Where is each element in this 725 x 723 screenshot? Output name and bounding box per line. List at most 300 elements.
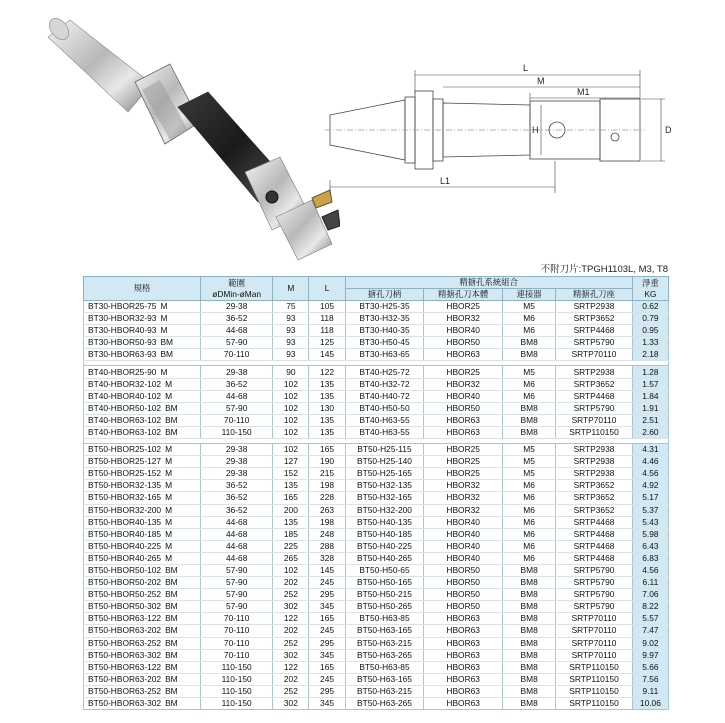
cell-model <box>84 504 201 516</box>
cell-range: 44-68 <box>201 528 273 540</box>
cell-holder: BT30-H63-65 <box>345 349 424 361</box>
cell-model <box>84 637 201 649</box>
cell-l: 263 <box>309 504 345 516</box>
insert-note: 不附刀片:TPGH1103L, M3, T8 <box>540 264 668 275</box>
cell-body: HBOR32 <box>424 480 503 492</box>
cell-model <box>84 456 201 468</box>
cell-weight: 1.33 <box>632 337 668 349</box>
cell-insert-seat: SRTP5790 <box>556 577 633 589</box>
cell-model <box>84 402 201 414</box>
cell-body: HBOR63 <box>424 349 503 361</box>
table-row <box>84 349 669 361</box>
cell-weight: 9.97 <box>632 649 668 661</box>
cell-l: 145 <box>309 564 345 576</box>
cell-connector: M5 <box>503 456 556 468</box>
cell-m: 127 <box>273 456 309 468</box>
cell-m: 93 <box>273 349 309 361</box>
cell-weight: 5.17 <box>632 492 668 504</box>
cell-l: 248 <box>309 528 345 540</box>
cell-insert-seat: SRTP70110 <box>556 613 633 625</box>
spec-table-body <box>84 301 669 710</box>
cell-l: 135 <box>309 378 345 390</box>
model-code: BT40-HBOR25-90 <box>88 366 157 377</box>
cell-range: 57-90 <box>201 337 273 349</box>
model-code: BT50-HBOR32-165 <box>88 492 162 503</box>
model-code: BT50-HBOR25-102 <box>88 444 162 455</box>
table-row <box>84 552 669 564</box>
spec-table <box>83 276 669 710</box>
cell-insert-seat: SRTP2938 <box>556 366 633 378</box>
cell-connector: M6 <box>503 313 556 325</box>
cell-model <box>84 552 201 564</box>
dim-label-l1: L1 <box>440 176 451 186</box>
model-suffix: BM <box>165 637 178 648</box>
cell-l: 130 <box>309 402 345 414</box>
cell-holder: BT30-H32-35 <box>345 313 424 325</box>
cell-model <box>84 325 201 337</box>
table-row <box>84 601 669 613</box>
cell-model <box>84 589 201 601</box>
cell-range: 29-38 <box>201 366 273 378</box>
cell-body: HBOR63 <box>424 673 503 685</box>
cell-range: 44-68 <box>201 325 273 337</box>
cell-body: HBOR40 <box>424 528 503 540</box>
cell-range: 29-38 <box>201 301 273 313</box>
model-suffix: BM <box>165 625 178 636</box>
model-code: BT50-HBOR63-252 <box>88 637 162 648</box>
cell-connector: BM8 <box>503 426 556 438</box>
cell-insert-seat: SRTP5790 <box>556 589 633 601</box>
cell-range: 57-90 <box>201 564 273 576</box>
cell-body: HBOR50 <box>424 402 503 414</box>
cell-connector: BM8 <box>503 564 556 576</box>
table-row <box>84 480 669 492</box>
cell-holder: BT30-H50-45 <box>345 337 424 349</box>
cell-m: 102 <box>273 390 309 402</box>
cell-m: 93 <box>273 313 309 325</box>
cell-model <box>84 601 201 613</box>
cell-insert-seat: SRTP70110 <box>556 649 633 661</box>
cell-l: 245 <box>309 625 345 637</box>
model-code: BT40-HBOR32-102 <box>88 378 162 389</box>
cell-insert-seat: SRTP4468 <box>556 516 633 528</box>
cell-weight: 6.43 <box>632 540 668 552</box>
cell-holder: BT50-H32-135 <box>345 480 424 492</box>
cell-range: 110-150 <box>201 698 273 710</box>
cell-range: 29-38 <box>201 456 273 468</box>
cell-model <box>84 698 201 710</box>
model-suffix: BM <box>160 349 173 360</box>
table-row <box>84 378 669 390</box>
model-code: BT50-HBOR25-127 <box>88 456 162 467</box>
cell-connector: BM8 <box>503 673 556 685</box>
model-code: BT50-HBOR63-302 <box>88 698 162 709</box>
cell-holder: BT50-H63-215 <box>345 685 424 697</box>
cell-l: 228 <box>309 492 345 504</box>
cell-connector: BM8 <box>503 337 556 349</box>
cell-insert-seat: SRTP70110 <box>556 625 633 637</box>
cell-holder: BT50-H40-185 <box>345 528 424 540</box>
table-row <box>84 301 669 313</box>
header-range-top: 範圍 <box>228 277 246 288</box>
cell-connector: BM8 <box>503 625 556 637</box>
cell-holder: BT50-H32-165 <box>345 492 424 504</box>
model-suffix: M <box>160 301 168 312</box>
cell-range: 44-68 <box>201 540 273 552</box>
cell-l: 118 <box>309 325 345 337</box>
cell-insert-seat: SRTP5790 <box>556 601 633 613</box>
cell-body: HBOR40 <box>424 390 503 402</box>
cell-connector: M6 <box>503 528 556 540</box>
cell-l: 135 <box>309 390 345 402</box>
dimension-lines <box>330 70 665 193</box>
header-range-bottom: øDMin-øMan <box>212 288 262 299</box>
cell-m: 122 <box>273 613 309 625</box>
table-row <box>84 540 669 552</box>
cell-insert-seat: SRTP2938 <box>556 301 633 313</box>
cell-l: 135 <box>309 414 345 426</box>
model-code: BT50-HBOR40-135 <box>88 516 162 527</box>
cell-body: HBOR63 <box>424 426 503 438</box>
holder-body <box>178 92 308 230</box>
cell-weight: 0.62 <box>632 301 668 313</box>
cell-holder: BT40-H32-72 <box>345 378 424 390</box>
model-suffix: BM <box>165 577 178 588</box>
model-suffix: BM <box>165 426 178 437</box>
cell-connector: BM8 <box>503 589 556 601</box>
cell-l: 345 <box>309 649 345 661</box>
cell-m: 165 <box>273 492 309 504</box>
cell-body: HBOR63 <box>424 685 503 697</box>
cell-holder: BT50-H50-65 <box>345 564 424 576</box>
cell-insert-seat: SRTP110150 <box>556 426 633 438</box>
cell-body: HBOR63 <box>424 625 503 637</box>
cell-l: 165 <box>309 444 345 456</box>
cell-body: HBOR50 <box>424 577 503 589</box>
cell-range: 36-52 <box>201 378 273 390</box>
cell-l: 125 <box>309 337 345 349</box>
table-row <box>84 325 669 337</box>
model-suffix: BM <box>160 337 173 348</box>
cell-body: HBOR25 <box>424 301 503 313</box>
header-model: 規格 <box>84 277 201 301</box>
cell-connector: BM8 <box>503 698 556 710</box>
table-row <box>84 673 669 685</box>
cell-insert-seat: SRTP3652 <box>556 378 633 390</box>
cell-connector: M5 <box>503 444 556 456</box>
model-suffix: BM <box>165 613 178 624</box>
cell-m: 102 <box>273 426 309 438</box>
cell-model <box>84 337 201 349</box>
cell-holder: BT40-H50-50 <box>345 402 424 414</box>
cell-model <box>84 673 201 685</box>
cell-insert-seat: SRTP70110 <box>556 414 633 426</box>
cell-range: 36-52 <box>201 313 273 325</box>
cell-insert-seat: SRTP5790 <box>556 564 633 576</box>
cell-insert-seat: SRTP2938 <box>556 456 633 468</box>
cell-model <box>84 378 201 390</box>
cell-connector: M6 <box>503 390 556 402</box>
cell-insert-seat: SRTP4468 <box>556 540 633 552</box>
cell-range: 70-110 <box>201 349 273 361</box>
cell-holder: BT50-H40-225 <box>345 540 424 552</box>
model-code: BT50-HBOR50-202 <box>88 577 162 588</box>
cell-model <box>84 649 201 661</box>
cell-range: 110-150 <box>201 426 273 438</box>
cell-body: HBOR63 <box>424 414 503 426</box>
cell-body: HBOR63 <box>424 649 503 661</box>
cell-model <box>84 492 201 504</box>
cell-model <box>84 625 201 637</box>
cell-m: 225 <box>273 540 309 552</box>
cell-insert-seat: SRTP3652 <box>556 313 633 325</box>
cell-l: 288 <box>309 540 345 552</box>
cell-range: 29-38 <box>201 468 273 480</box>
dim-label-h: H <box>532 125 539 135</box>
cell-connector: BM8 <box>503 349 556 361</box>
cell-weight: 5.57 <box>632 613 668 625</box>
cell-insert-seat: SRTP110150 <box>556 685 633 697</box>
cell-holder: BT50-H25-115 <box>345 444 424 456</box>
model-code: BT50-HBOR25-152 <box>88 468 162 479</box>
model-suffix: BM <box>165 685 178 696</box>
cell-connector: M6 <box>503 552 556 564</box>
cell-l: 105 <box>309 301 345 313</box>
cell-connector: BM8 <box>503 685 556 697</box>
model-suffix: M <box>165 540 173 551</box>
cell-body: HBOR63 <box>424 637 503 649</box>
cell-insert-seat: SRTP2938 <box>556 444 633 456</box>
cell-connector: M6 <box>503 480 556 492</box>
table-row <box>84 649 669 661</box>
cell-body: HBOR32 <box>424 492 503 504</box>
cell-range: 70-110 <box>201 649 273 661</box>
model-suffix: M <box>165 468 173 479</box>
cell-range: 36-52 <box>201 480 273 492</box>
taper-shank <box>45 15 152 112</box>
cell-connector: M6 <box>503 540 556 552</box>
cell-model <box>84 313 201 325</box>
table-row <box>84 504 669 516</box>
cell-l: 145 <box>309 349 345 361</box>
cell-m: 302 <box>273 601 309 613</box>
header-holder: 搪孔刀柄 <box>345 289 424 301</box>
model-code: BT50-HBOR32-135 <box>88 480 162 491</box>
cell-model <box>84 301 201 313</box>
model-code: BT50-HBOR40-225 <box>88 540 162 551</box>
cell-m: 202 <box>273 673 309 685</box>
cell-holder: BT40-H63-55 <box>345 426 424 438</box>
cell-body: HBOR25 <box>424 456 503 468</box>
cell-l: 165 <box>309 613 345 625</box>
model-code: BT40-HBOR63-102 <box>88 414 162 425</box>
cell-weight: 5.66 <box>632 661 668 673</box>
cell-model <box>84 528 201 540</box>
model-code: BT50-HBOR50-302 <box>88 601 162 612</box>
cell-connector: BM8 <box>503 402 556 414</box>
cell-weight: 2.18 <box>632 349 668 361</box>
cell-weight: 1.28 <box>632 366 668 378</box>
cell-connector: M6 <box>503 516 556 528</box>
cell-insert-seat: SRTP5790 <box>556 337 633 349</box>
cell-insert-seat: SRTP3652 <box>556 480 633 492</box>
cell-holder: BT50-H32-200 <box>345 504 424 516</box>
dim-label-l: L <box>523 63 529 73</box>
cell-m: 122 <box>273 661 309 673</box>
cell-connector: M6 <box>503 325 556 337</box>
cell-holder: BT40-H40-72 <box>345 390 424 402</box>
tool-outline <box>325 91 645 169</box>
model-code: BT50-HBOR50-252 <box>88 589 162 600</box>
model-suffix: M <box>160 366 168 377</box>
header-l: L <box>309 277 345 301</box>
model-code: BT50-HBOR63-202 <box>88 625 162 636</box>
cell-m: 185 <box>273 528 309 540</box>
boring-tool-photo <box>40 12 340 267</box>
cell-range: 57-90 <box>201 577 273 589</box>
cell-weight: 9.11 <box>632 685 668 697</box>
header-connector: 連接器 <box>503 289 556 301</box>
cell-range: 110-150 <box>201 673 273 685</box>
header-m: M <box>273 277 309 301</box>
cell-model <box>84 613 201 625</box>
cell-connector: BM8 <box>503 649 556 661</box>
header-range <box>201 277 273 301</box>
cell-m: 302 <box>273 649 309 661</box>
cell-l: 122 <box>309 366 345 378</box>
cell-connector: M5 <box>503 301 556 313</box>
model-code: BT50-HBOR63-302 <box>88 649 162 660</box>
header-weight-top: 淨重 <box>642 277 659 288</box>
cell-m: 102 <box>273 414 309 426</box>
cell-body: HBOR63 <box>424 698 503 710</box>
cell-connector: BM8 <box>503 661 556 673</box>
cell-l: 118 <box>309 313 345 325</box>
cell-connector: M6 <box>503 492 556 504</box>
cell-weight: 10.06 <box>632 698 668 710</box>
cell-model <box>84 390 201 402</box>
cell-model <box>84 414 201 426</box>
cell-insert-seat: SRTP4468 <box>556 528 633 540</box>
cell-weight: 4.31 <box>632 444 668 456</box>
cell-range: 70-110 <box>201 414 273 426</box>
model-code: BT50-HBOR32-200 <box>88 504 162 515</box>
cell-range: 70-110 <box>201 625 273 637</box>
cell-connector: M6 <box>503 378 556 390</box>
model-suffix: BM <box>165 402 178 413</box>
cell-body: HBOR25 <box>424 444 503 456</box>
cell-weight: 2.51 <box>632 414 668 426</box>
cell-weight: 7.47 <box>632 625 668 637</box>
model-suffix: M <box>165 504 173 515</box>
cell-model <box>84 366 201 378</box>
header-weight-bottom: KG <box>644 288 657 299</box>
cell-holder: BT50-H63-265 <box>345 698 424 710</box>
cell-model <box>84 685 201 697</box>
header-body: 精搪孔刀本體 <box>424 289 503 301</box>
model-code: BT50-HBOR40-185 <box>88 528 162 539</box>
cell-connector: BM8 <box>503 613 556 625</box>
cell-weight: 0.79 <box>632 313 668 325</box>
cell-range: 57-90 <box>201 402 273 414</box>
cell-holder: BT50-H50-215 <box>345 589 424 601</box>
cell-m: 135 <box>273 480 309 492</box>
table-row <box>84 426 669 438</box>
cell-body: HBOR40 <box>424 325 503 337</box>
cell-l: 328 <box>309 552 345 564</box>
model-code: BT40-HBOR63-102 <box>88 426 162 437</box>
cell-range: 29-38 <box>201 444 273 456</box>
cell-model <box>84 349 201 361</box>
cell-body: HBOR40 <box>424 540 503 552</box>
cell-holder: BT50-H63-215 <box>345 637 424 649</box>
cell-l: 245 <box>309 673 345 685</box>
cell-model <box>84 426 201 438</box>
cell-model <box>84 480 201 492</box>
cell-body: HBOR40 <box>424 516 503 528</box>
cell-connector: BM8 <box>503 577 556 589</box>
cell-connector: M5 <box>503 366 556 378</box>
cell-range: 70-110 <box>201 613 273 625</box>
cell-insert-seat: SRTP3652 <box>556 492 633 504</box>
cell-body: HBOR32 <box>424 313 503 325</box>
table-row <box>84 468 669 480</box>
cell-body: HBOR32 <box>424 504 503 516</box>
model-suffix: M <box>165 528 173 539</box>
cell-holder: BT50-H63-265 <box>345 649 424 661</box>
cell-m: 102 <box>273 378 309 390</box>
table-row <box>84 516 669 528</box>
cell-holder: BT40-H25-72 <box>345 366 424 378</box>
cell-l: 245 <box>309 577 345 589</box>
cell-weight: 2.60 <box>632 426 668 438</box>
model-code: BT30-HBOR25-75 <box>88 301 157 312</box>
model-code: BT40-HBOR50-102 <box>88 402 162 413</box>
table-row <box>84 402 669 414</box>
cell-m: 252 <box>273 685 309 697</box>
cell-range: 57-90 <box>201 589 273 601</box>
cell-insert-seat: SRTP70110 <box>556 349 633 361</box>
model-code: BT40-HBOR40-102 <box>88 390 162 401</box>
cell-m: 135 <box>273 516 309 528</box>
cell-weight: 6.11 <box>632 577 668 589</box>
table-row <box>84 685 669 697</box>
cell-m: 252 <box>273 589 309 601</box>
cell-insert-seat: SRTP3652 <box>556 504 633 516</box>
cell-model <box>84 577 201 589</box>
model-suffix: BM <box>165 601 178 612</box>
cell-m: 202 <box>273 625 309 637</box>
table-row <box>84 613 669 625</box>
model-suffix: BM <box>165 565 178 576</box>
model-suffix: BM <box>165 649 178 660</box>
cell-body: HBOR50 <box>424 564 503 576</box>
dimension-drawing <box>325 55 720 205</box>
cell-weight: 9.02 <box>632 637 668 649</box>
model-suffix: M <box>165 390 173 401</box>
cell-model <box>84 444 201 456</box>
cell-m: 102 <box>273 444 309 456</box>
cell-range: 36-52 <box>201 492 273 504</box>
table-row <box>84 661 669 673</box>
cell-m: 202 <box>273 577 309 589</box>
cell-range: 44-68 <box>201 552 273 564</box>
cell-range: 44-68 <box>201 516 273 528</box>
cell-connector: BM8 <box>503 637 556 649</box>
cell-weight: 1.57 <box>632 378 668 390</box>
cell-range: 44-68 <box>201 390 273 402</box>
cell-holder: BT50-H50-165 <box>345 577 424 589</box>
